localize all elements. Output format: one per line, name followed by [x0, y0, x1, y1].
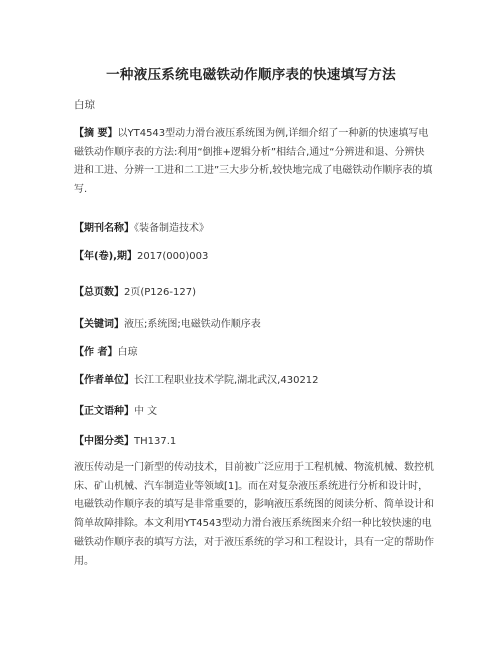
keywords-value: 液压;系统图;电磁铁动作顺序表	[124, 319, 261, 330]
author-name: 白琼	[74, 99, 95, 111]
affiliation-value: 长江工程职业技术学院,湖北武汉,430212	[134, 375, 319, 386]
body-paragraph: 液压传动是一门新型的传动技术，目前被广泛应用于工程机械、物流机械、数控机床、矿山机械、汽车制造业等领域[1]。而在对复杂液压系统进行分析和设计时，电磁铁动作顺序表的填写是非常重要的，影响液压系统图的阅读分析、简单设计和简单故障排除。本文利用YT4543型动力滑台液压系统图来介绍一种比较快速的电磁铁动作顺序表的填写方法，对于液压系统的学习和工程设计，具有一定的帮助作用。	[74, 462, 434, 567]
affiliation-row	[74, 374, 319, 388]
keywords-label: 【关键词】	[74, 319, 124, 330]
keywords-row	[74, 318, 261, 332]
classification-label: 【中图分类】	[74, 436, 134, 447]
abstract-label: 【摘 要】	[74, 128, 118, 139]
page-count-value: 2页(P126-127)	[124, 287, 196, 298]
author-label: 【作 者】	[74, 347, 118, 358]
year-volume-row	[74, 250, 208, 264]
classification-value: TH137.1	[134, 436, 177, 447]
author-row	[74, 346, 137, 360]
page-count-label: 【总页数】	[74, 287, 124, 298]
author-value: 白琼	[117, 347, 138, 358]
journal-name-row	[74, 222, 209, 236]
journal-name-label: 【期刊名称】	[74, 223, 134, 234]
journal-name-value: 《装备制造技术》	[134, 223, 209, 234]
language-value: 中 文	[134, 406, 158, 417]
page-count-row	[74, 286, 196, 300]
abstract-text: 以YT4543型动力滑台液压系统图为例,详细介绍了一种新的快速填写电磁铁动作顺序表的方法:利用“倒推+逻辑分析”相结合,通过“分辨进和退、分辨快进和工进、分辨一工进和二工进”三大步分析,较快地完成了电磁铁动作顺序表的填写.	[74, 128, 433, 195]
year-volume-label: 【年(卷),期】	[74, 251, 137, 262]
language-label: 【正文语种】	[74, 406, 134, 417]
affiliation-label: 【作者单位】	[74, 375, 134, 386]
abstract-section	[74, 125, 434, 199]
classification-row	[74, 435, 176, 449]
language-row	[74, 405, 157, 419]
year-volume-value: 2017(000)003	[136, 251, 209, 262]
document-title: 一种液压系统电磁铁动作顺序表的快速填写方法	[106, 67, 396, 83]
